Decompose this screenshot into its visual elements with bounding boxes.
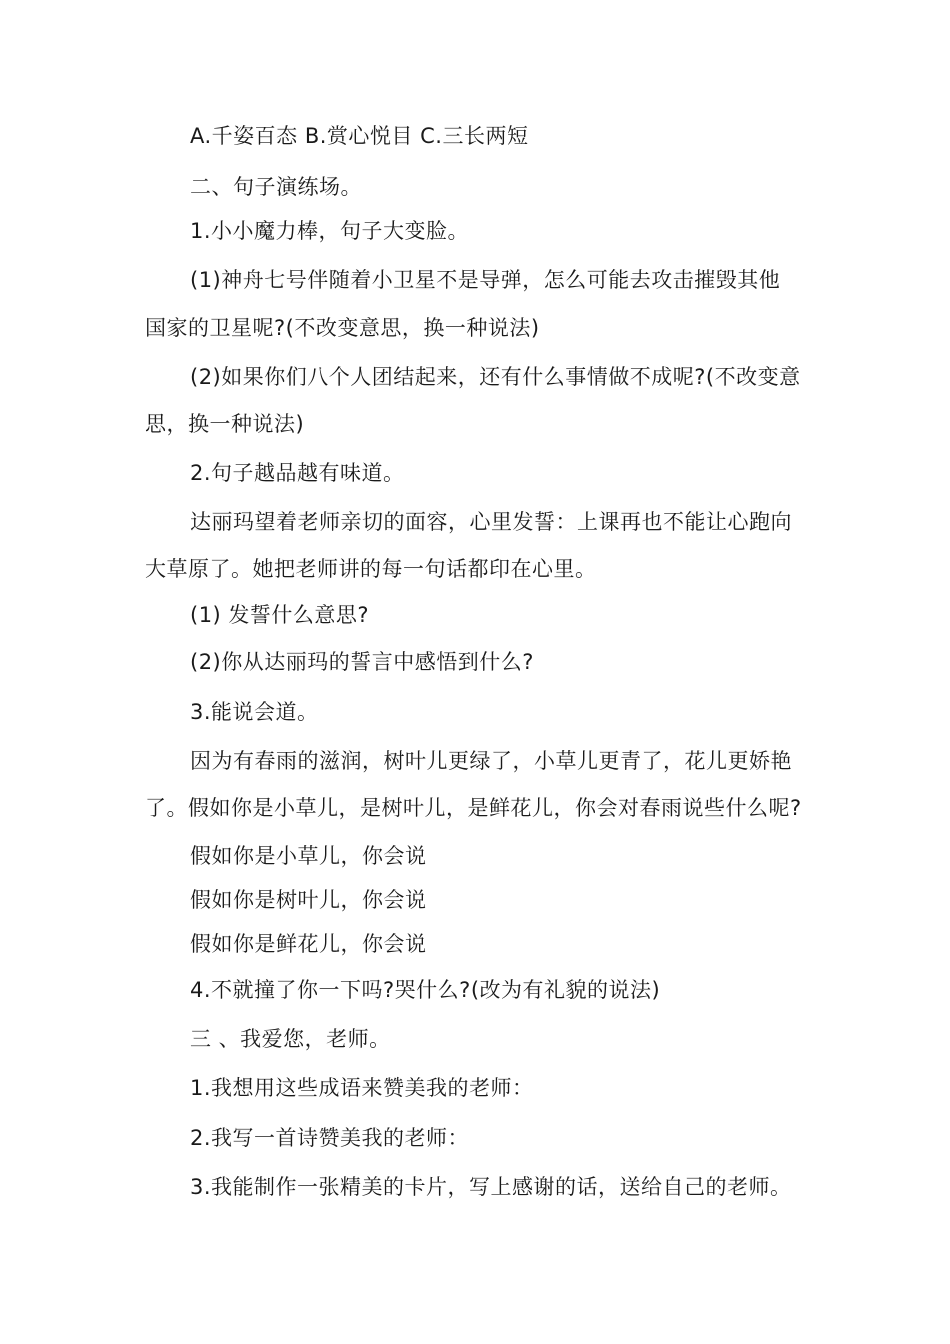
fill-line-grass: 假如你是小草儿，你会说: [190, 844, 427, 868]
question-3-heading: 3.能说会道。: [190, 700, 319, 724]
question-1-1-line-2: 国家的卫星呢?(不改变意思，换一种说法): [145, 316, 540, 340]
options-line: A.千姿百态 B.赏心悦目 C.三长两短: [190, 124, 529, 148]
section-heading-3: 三 、我爱您，老师。: [190, 1027, 391, 1051]
question-4: 4.不就撞了你一下吗?哭什么?(改为有礼貌的说法): [190, 978, 661, 1002]
question-1-2-line-2: 思，换一种说法): [145, 412, 305, 436]
item-3-1: 1.我想用这些成语来赞美我的老师：: [190, 1076, 534, 1100]
question-1-2-line-1: (2)如果你们八个人团结起来，还有什么事情做不成呢?(不改变意: [190, 365, 801, 389]
passage-line-2: 大草原了。她把老师讲的每一句话都印在心里。: [145, 557, 597, 581]
passage-line-1: 达丽玛望着老师亲切的面容，心里发誓：上课再也不能让心跑向: [190, 510, 792, 534]
item-3-3: 3.我能制作一张精美的卡片，写上感谢的话，送给自己的老师。: [190, 1175, 792, 1199]
section-heading-2: 二、句子演练场。: [190, 175, 362, 199]
item-3-2: 2.我写一首诗赞美我的老师：: [190, 1126, 470, 1150]
question-1-1-line-1: (1)神舟七号伴随着小卫星不是导弹，怎么可能去攻击摧毁其他: [190, 268, 781, 292]
fill-line-flower: 假如你是鲜花儿，你会说: [190, 932, 427, 956]
fill-line-leaf: 假如你是树叶儿，你会说: [190, 888, 427, 912]
question-2-1: (1) 发誓什么意思?: [190, 603, 370, 627]
question-2-heading: 2.句子越品越有味道。: [190, 461, 405, 485]
question-2-2: (2)你从达丽玛的誓言中感悟到什么?: [190, 650, 534, 674]
spring-rain-line-2: 了。假如你是小草儿，是树叶儿，是鲜花儿，你会对春雨说些什么呢?: [145, 796, 802, 820]
spring-rain-line-1: 因为有春雨的滋润，树叶儿更绿了，小草儿更青了，花儿更娇艳: [190, 749, 792, 773]
question-1-heading: 1.小小魔力棒，句子大变脸。: [190, 219, 470, 243]
